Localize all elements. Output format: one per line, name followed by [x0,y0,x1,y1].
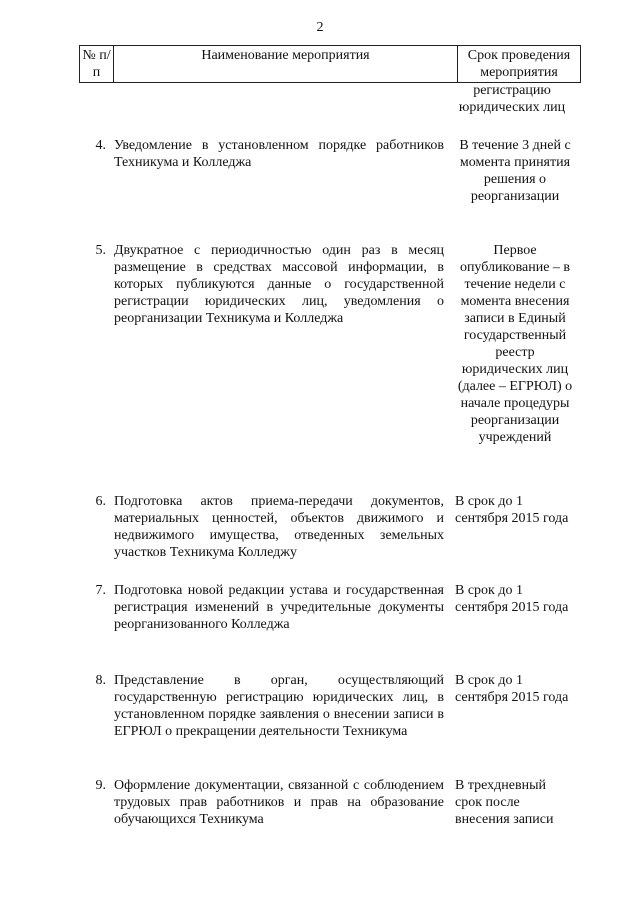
row-term: В трехдневный срок после внесения записи [455,778,554,827]
row-description: Уведомление в установленном порядке работников Техникума и Колледжа [114,138,444,170]
row-number: 4. [95,138,106,153]
row-term: В срок до 1 сентября 2015 года [455,583,569,615]
header-num: № п/п [80,46,114,83]
row-term: В срок до 1 сентября 2015 года [455,673,569,705]
row-number: 9. [95,778,106,793]
header-name: Наименование мероприятия [114,46,458,83]
row-term: Первое опубликование – в течение недели с момента внесения записи в Единый государственный реестр юридических лиц (далее – ЕГРЮЛ) о начале процедуры реорганизации учреждений [457,243,573,445]
table-header [79,45,581,83]
row-description: Оформление документации, связанной с соблюдением трудовых прав работников и прав на образование обучающихся Техникума [114,778,444,827]
row-description: Подготовка новой редакции устава и государственная регистрация изменений в учредительные документы реорганизованного Колледжа [114,583,444,632]
row-term: В срок до 1 сентября 2015 года [455,494,569,526]
row-number: 5. [95,243,106,258]
row-number: 7. [95,583,106,598]
row-description: Подготовка актов приема-передачи документов, материальных ценностей, объектов движимого и недвижимого имущества, отведенных земельных участков Техникума Колледжу [114,494,444,560]
page-number: 2 [316,20,324,35]
row-term: В течение 3 дней с момента принятия решения о реорганизации [459,138,571,204]
carry-over-term: регистрацию юридических лиц [458,83,566,115]
row-description: Двукратное с периодичностью один раз в месяц размещение в средствах массовой информации, в которых публикуются данные о государственной регистрации юридических лиц, уведомления о реорганизации Техникума и Колледжа [114,243,444,326]
row-number: 8. [95,673,106,688]
header-term: Срок проведения мероприятия [458,46,581,83]
row-number: 6. [95,494,106,509]
row-description: Представление в орган, осуществляющий государственную регистрацию юридических лиц, в установленном порядке заявления о внесении записи в ЕГРЮЛ о прекращении деятельности Техникума [114,673,444,739]
